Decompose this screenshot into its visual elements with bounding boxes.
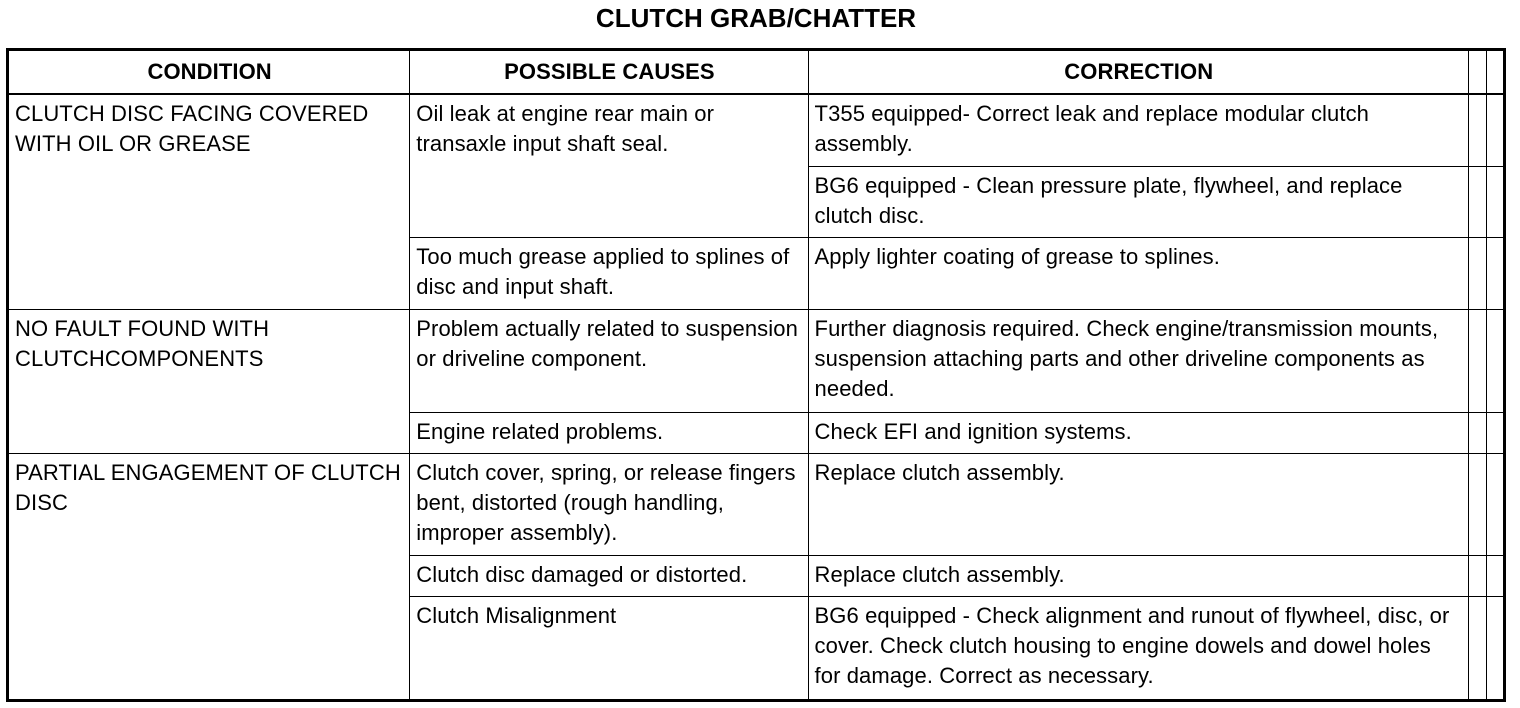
correction-cell: T355 equipped- Correct leak and replace modular clutch assembly. <box>808 94 1468 166</box>
cause-cell: Clutch cover, spring, or release fingers bent, distorted (rough handling, improper assembly). <box>410 453 808 556</box>
check-cell <box>1468 238 1486 310</box>
table-row <box>8 453 1505 556</box>
cause-cell: Engine related problems. <box>410 413 808 454</box>
diagnosis-table <box>6 48 1506 702</box>
correction-cell: Check EFI and ignition systems. <box>808 413 1468 454</box>
check-cell <box>1468 453 1486 556</box>
page-title: CLUTCH GRAB/CHATTER <box>595 3 917 33</box>
check-cell <box>1486 238 1504 310</box>
correction-cell: Replace clutch assembly. <box>808 453 1468 556</box>
header-row <box>8 50 1505 95</box>
check-cell <box>1486 453 1504 556</box>
header-possible-causes: POSSIBLE CAUSES <box>410 50 808 95</box>
check-cell <box>1468 413 1486 454</box>
check-cell <box>1486 94 1504 166</box>
check-cell <box>1468 597 1486 701</box>
condition-cell: NO FAULT FOUND WITH CLUTCHCOMPONENTS <box>8 310 410 453</box>
check-cell <box>1486 310 1504 413</box>
correction-cell: Apply lighter coating of grease to splines. <box>808 238 1468 310</box>
check-column-2 <box>1486 50 1504 95</box>
header-condition: CONDITION <box>8 50 410 95</box>
correction-cell: Replace clutch assembly. <box>808 556 1468 597</box>
table-row <box>8 310 1505 413</box>
cause-cell: Clutch disc damaged or distorted. <box>410 556 808 597</box>
correction-cell: BG6 equipped - Check alignment and runout of flywheel, disc, or cover. Check clutch housing to engine dowels and dowel holes for damage. Correct as necessary. <box>808 597 1468 701</box>
check-column-1 <box>1468 50 1486 95</box>
check-cell <box>1468 166 1486 238</box>
condition-cell: PARTIAL ENGAGEMENT OF CLUTCH DISC <box>8 453 410 700</box>
header-correction: CORRECTION <box>808 50 1468 95</box>
condition-cell: CLUTCH DISC FACING COVERED WITH OIL OR GREASE <box>8 94 410 310</box>
cause-cell: Clutch Misalignment <box>410 597 808 701</box>
check-cell <box>1486 413 1504 454</box>
cause-cell: Too much grease applied to splines of disc and input shaft. <box>410 238 808 310</box>
check-cell <box>1486 556 1504 597</box>
cause-cell: Problem actually related to suspension or driveline component. <box>410 310 808 413</box>
correction-cell: Further diagnosis required. Check engine/transmission mounts, suspension attaching parts and other driveline components as needed. <box>808 310 1468 413</box>
check-cell <box>1468 94 1486 166</box>
table-row <box>8 94 1505 166</box>
check-cell <box>1468 310 1486 413</box>
correction-cell: BG6 equipped - Clean pressure plate, flywheel, and replace clutch disc. <box>808 166 1468 238</box>
check-cell <box>1468 556 1486 597</box>
cause-cell: Oil leak at engine rear main or transaxle input shaft seal. <box>410 94 808 238</box>
check-cell <box>1486 597 1504 701</box>
check-cell <box>1486 166 1504 238</box>
